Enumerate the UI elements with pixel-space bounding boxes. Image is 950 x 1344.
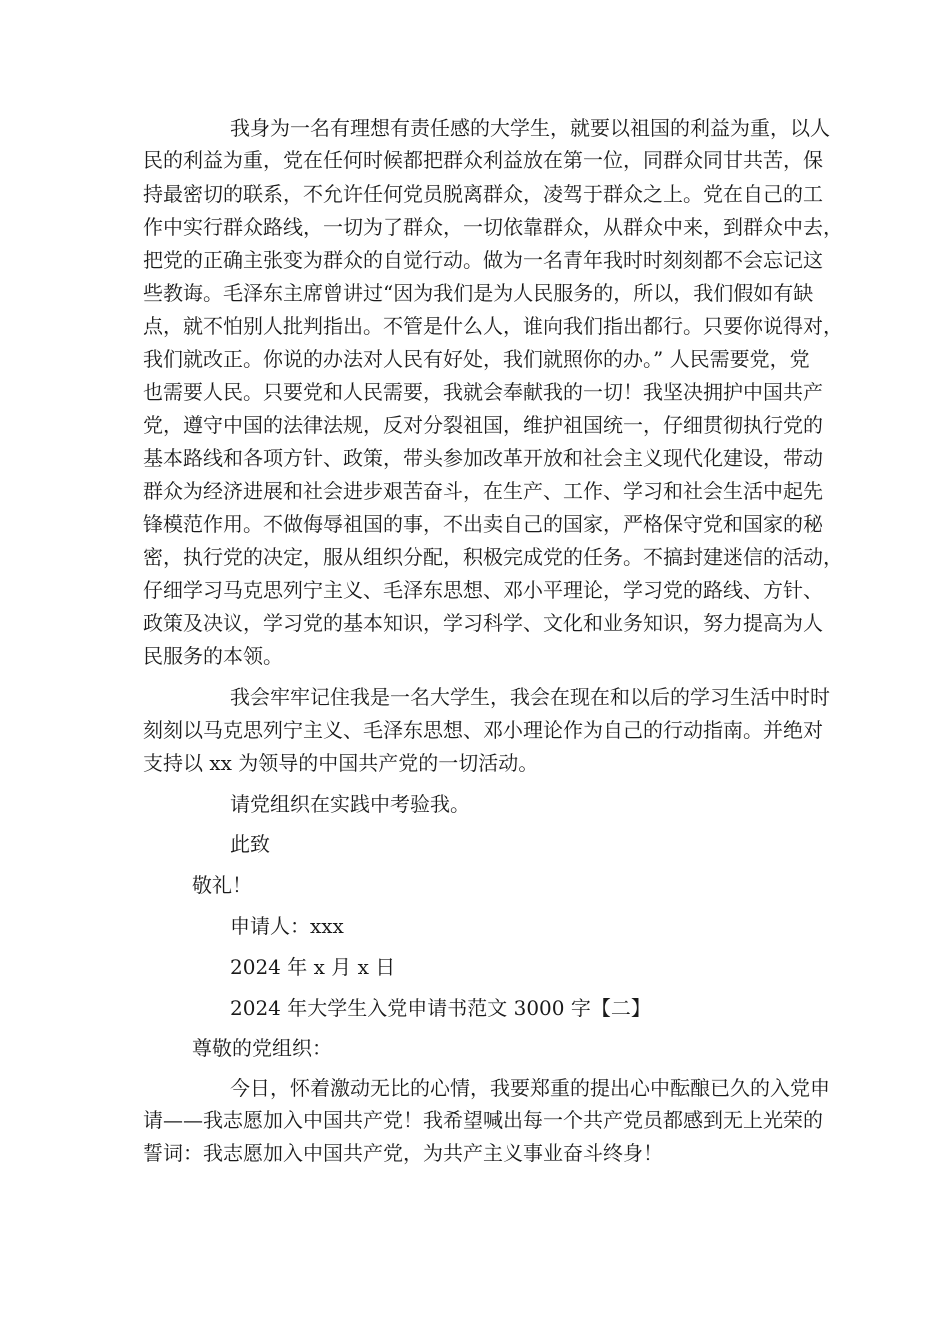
text-line: 我们就改正。你说的办法对人民有好处，我们就照你的办。” 人民需要党，党: [143, 347, 810, 371]
jingli-line: 敬礼！: [192, 873, 252, 897]
text-line: 也需要人民。只要党和人民需要，我就会奉献我的一切！我坚决拥护中国共产: [143, 380, 823, 404]
text-line: 锋模范作用。不做侮辱祖国的事，不出卖自己的国家，严格保守党和国家的秘: [143, 512, 823, 536]
text-line: 请——我志愿加入中国共产党！我希望喊出每一个共产党员都感到无上光荣的: [143, 1108, 823, 1132]
text-line: 我会牢牢记住我是一名大学生，我会在现在和以后的学习生活中时时: [230, 685, 830, 709]
text-line: 群众为经济进展和社会进步艰苦奋斗，在生产、工作、学习和社会生活中起先: [143, 479, 823, 503]
text-line: 持最密切的联系，不允许任何党员脱离群众，凌驾于群众之上。党在自己的工: [143, 182, 823, 206]
text-line: 刻刻以马克思列宁主义、毛泽东思想、邓小理论作为自己的行动指南。并绝对: [143, 718, 823, 742]
salutation: 尊敬的党组织：: [192, 1036, 332, 1060]
cizhi-line: 此致: [230, 832, 270, 856]
applicant-line: 申请人：xxx: [230, 914, 344, 938]
text-line: 党，遵守中国的法律法规，反对分裂祖国，维护祖国统一，仔细贯彻执行党的: [143, 413, 823, 437]
text-line: 基本路线和各项方针、政策，带头参加改革开放和社会主义现代化建设，带动: [143, 446, 823, 470]
text-line: 誓词：我志愿加入中国共产党，为共产主义事业奋斗终身！: [143, 1141, 663, 1165]
section-title: 2024 年大学生入党申请书范文 3000 字【二】: [230, 996, 651, 1020]
text-line: 民的利益为重，党在任何时候都把群众利益放在第一位，同群众同甘共苦，保: [143, 148, 823, 172]
text-line: 些教诲。毛泽东主席曾讲过“因为我们是为人民服务的，所以，我们假如有缺: [143, 281, 814, 305]
text-line: 政策及决议，学习党的基本知识，学习科学、文化和业务知识，努力提高为人: [143, 611, 823, 635]
text-line: 把党的正确主张变为群众的自觉行动。做为一名青年我时时刻刻都不会忘记这: [143, 248, 823, 272]
text-line: 今日，怀着激动无比的心情，我要郑重的提出心中酝酿已久的入党申: [230, 1076, 830, 1100]
text-line: 点，就不怕别人批判指出。不管是什么人，谁向我们指出都行。只要你说得对，: [143, 314, 843, 338]
request-line: 请党组织在实践中考验我。: [230, 792, 470, 816]
text-line: 密，执行党的决定，服从组织分配，积极完成党的任务。不搞封建迷信的活动，: [143, 545, 843, 569]
text-line: 我身为一名有理想有责任感的大学生，就要以祖国的利益为重，以人: [230, 116, 830, 140]
text-line: 作中实行群众路线，一切为了群众，一切依靠群众，从群众中来，到群众中去，: [143, 215, 843, 239]
text-line: 支持以 xx 为领导的中国共产党的一切活动。: [143, 751, 539, 775]
text-line: 仔细学习马克思列宁主义、毛泽东思想、邓小平理论，学习党的路线、方针、: [143, 578, 823, 602]
date-line: 2024 年 x 月 x 日: [230, 955, 396, 979]
text-line: 民服务的本领。: [143, 644, 283, 668]
